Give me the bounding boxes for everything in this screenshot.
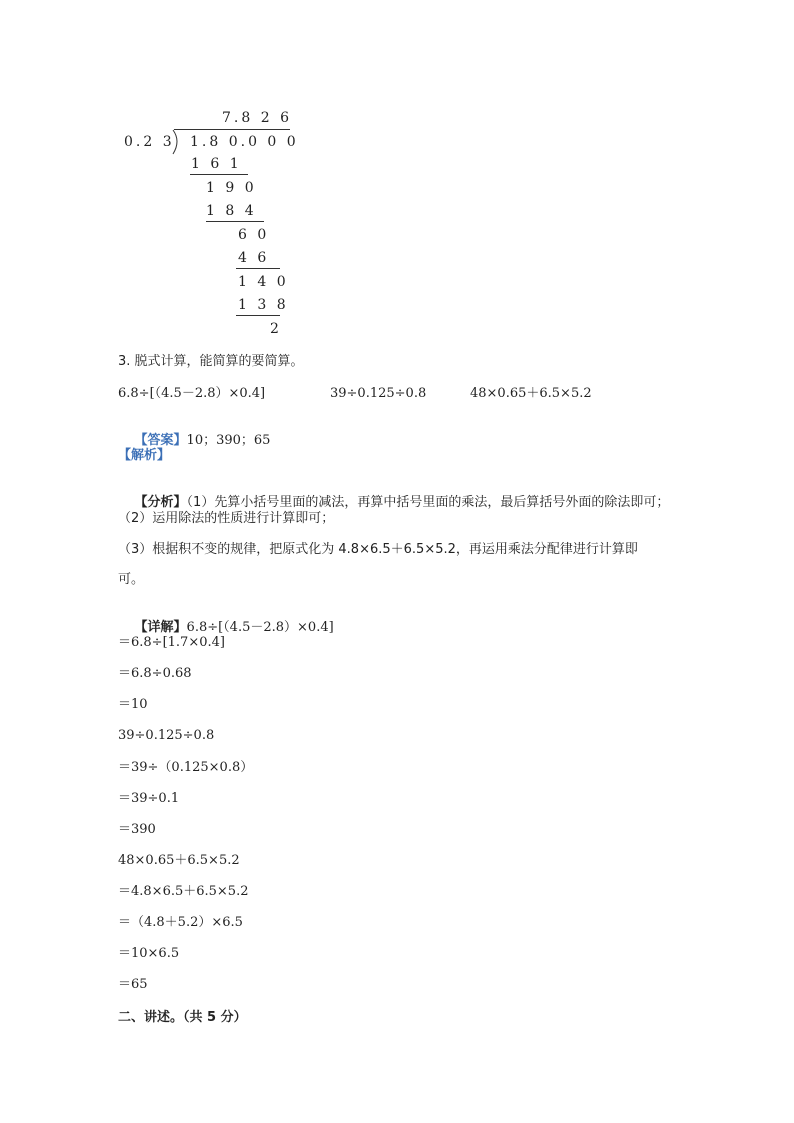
detail-step: ＝10 xyxy=(118,697,148,712)
question-title: 3. 脱式计算，能简算的要简算。 xyxy=(118,354,304,369)
detail-step: 39÷0.125÷0.8 xyxy=(118,728,215,743)
answer-label: 【答案】 xyxy=(134,433,187,448)
analysis-heading: 【解析】 xyxy=(118,448,171,463)
quotient: 7.8 2 6 xyxy=(222,110,292,126)
analysis-paragraph: （2）运用除法的性质进行计算即可； xyxy=(118,511,335,526)
division-step: 1 4 0 xyxy=(238,274,289,290)
division-step: 1 3 8 xyxy=(238,297,289,313)
detail-step: ＝6.8÷0.68 xyxy=(118,666,192,681)
division-bar xyxy=(174,129,290,130)
analysis-paragraph: （3）根据积不变的规律，把原式化为 4.8×6.5＋6.5×5.2，再运用乘法分配律进行计算即 xyxy=(118,542,638,557)
step-line xyxy=(206,221,264,222)
analysis-text: （1）先算小括号里面的减法，再算中括号里面的乘法，最后算括号外面的除法即可； xyxy=(186,495,670,510)
dividend: 1.8 0.0 0 0 xyxy=(190,134,299,150)
remainder: 2 xyxy=(270,321,282,337)
division-step: 6 0 xyxy=(238,227,270,243)
detail-step: ＝（4.8＋5.2）×6.5 xyxy=(118,915,243,930)
step-line xyxy=(236,315,280,316)
detail-expression: 6.8÷[（4.5－2.8）×0.4] xyxy=(186,620,334,635)
answer-text: 10；390；65 xyxy=(186,433,271,448)
step-line xyxy=(236,268,280,269)
question-expressions xyxy=(118,386,678,402)
long-division xyxy=(118,108,318,340)
expression: 39÷0.125÷0.8 xyxy=(330,386,427,401)
detail-step: ＝4.8×6.5＋6.5×5.2 xyxy=(118,884,249,899)
detail-step: ＝65 xyxy=(118,977,148,992)
detail-step: ＝6.8÷[1.7×0.4] xyxy=(118,635,225,650)
expression: 48×0.65＋6.5×5.2 xyxy=(470,386,592,401)
analysis-label: 【分析】 xyxy=(134,495,187,510)
expression: 6.8÷[（4.5－2.8）×0.4] xyxy=(118,386,266,401)
section-heading: 二、讲述。（共 5 分） xyxy=(118,1010,247,1025)
analysis-paragraph: 可。 xyxy=(118,572,145,587)
detail-label: 【详解】 xyxy=(134,620,187,635)
division-bracket xyxy=(172,129,182,155)
divisor: 0.2 3 xyxy=(124,134,175,150)
detail-step: ＝39÷（0.125×0.8） xyxy=(118,760,254,775)
step-line xyxy=(190,174,248,175)
division-step: 1 6 1 xyxy=(191,156,242,172)
division-step: 4 6 xyxy=(238,250,270,266)
detail-step: ＝390 xyxy=(118,822,156,837)
division-step: 1 8 4 xyxy=(206,203,257,219)
detail-step: 48×0.65＋6.5×5.2 xyxy=(118,853,240,868)
division-step: 1 9 0 xyxy=(206,180,257,196)
detail-step: ＝39÷0.1 xyxy=(118,791,180,806)
detail-step: ＝10×6.5 xyxy=(118,946,180,961)
